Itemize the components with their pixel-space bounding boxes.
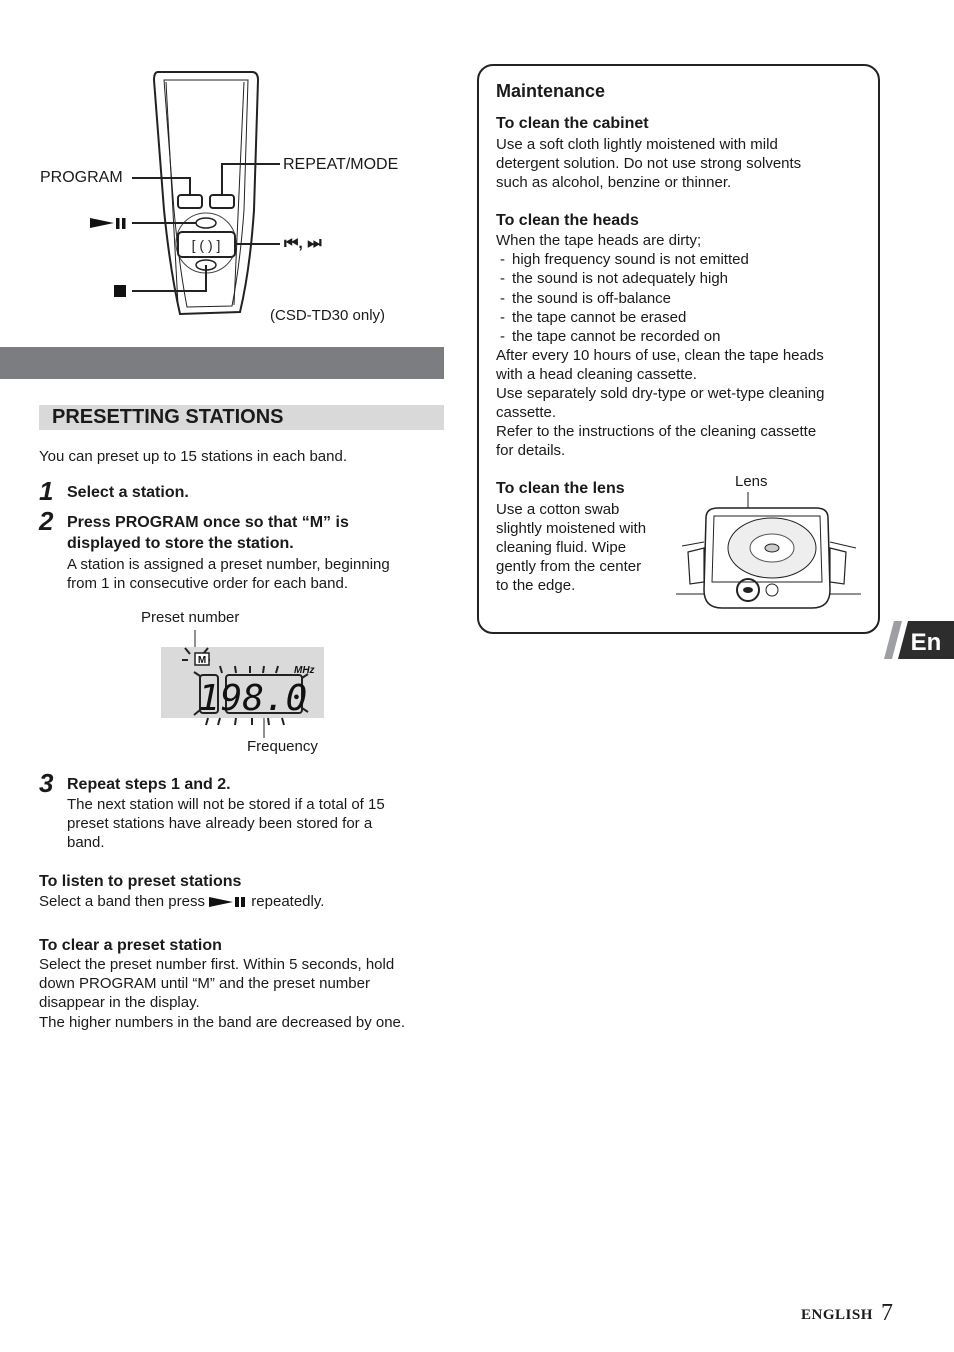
- frequency-value: 98.0: [220, 678, 308, 719]
- svg-text:[ ( ) ]: [ ( ) ]: [191, 237, 221, 253]
- mhz-unit: MHz: [294, 665, 315, 676]
- section-title: PRESETTING STATIONS: [52, 406, 284, 428]
- maintenance-title: Maintenance: [496, 81, 606, 101]
- listen-body: [39, 892, 324, 911]
- heads-line-1: After every 10 hours of use, clean the tape heads: [496, 347, 824, 364]
- heads-title: To clean the heads: [496, 212, 639, 229]
- heads-bullet-5: the tape cannot be recorded on: [512, 328, 721, 345]
- repeat-mode-label: REPEAT/MODE: [283, 156, 399, 173]
- section-divider-band: [0, 347, 444, 379]
- cabinet-line-1: Use a soft cloth lightly moistened with mild: [496, 136, 778, 153]
- step-2-title: Press PROGRAM once so that “M” is: [67, 514, 349, 531]
- m-indicator: M: [197, 655, 207, 666]
- step-1-title: Select a station.: [67, 484, 189, 501]
- heads-bullet-2: the sound is not adequately high: [512, 270, 728, 287]
- cabinet-line-2: detergent solution. Do not use strong solvents: [496, 155, 802, 172]
- step-3-body-line2: preset stations have already been stored for a: [67, 815, 373, 832]
- remote-control-illustration: [30, 60, 450, 330]
- cd-player-lens-illustration: [676, 490, 861, 615]
- step-3-number: 3: [39, 768, 54, 798]
- frequency-label: Frequency: [247, 738, 318, 755]
- clear-line-1: Select the preset number first. Within 5 seconds, hold: [39, 956, 395, 973]
- lens-line-1: Use a cotton swab: [496, 501, 620, 518]
- listen-body-post: repeatedly.: [251, 893, 325, 910]
- footer-language: ENGLISH: [801, 1307, 873, 1323]
- lens-line-3: cleaning fluid. Wipe: [496, 539, 627, 556]
- clear-title: To clear a preset station: [39, 937, 222, 954]
- clear-line-4: The higher numbers in the band are decreased by one.: [39, 1014, 406, 1031]
- stop-icon: [114, 285, 126, 297]
- heads-line-6: for details.: [496, 442, 566, 459]
- clear-line-3: disappear in the display.: [39, 994, 200, 1011]
- language-tab: [884, 621, 954, 659]
- listen-title: To listen to preset stations: [39, 873, 242, 890]
- cabinet-title: To clean the cabinet: [496, 115, 649, 132]
- heads-intro: When the tape heads are dirty;: [496, 232, 702, 249]
- heads-line-5: Refer to the instructions of the cleaning cassette: [496, 423, 817, 440]
- page-number: 7: [881, 1300, 893, 1326]
- preset-number-label: Preset number: [141, 609, 240, 626]
- step-3-body-line3: band.: [67, 834, 105, 851]
- skip-buttons-label: ⏮, ⏭: [284, 235, 322, 252]
- heads-bullet-3: the sound is off-balance: [512, 290, 672, 307]
- heads-line-4: cassette.: [496, 404, 557, 421]
- step-2-title-line2: displayed to store the station.: [67, 535, 294, 552]
- cabinet-line-3: such as alcohol, benzine or thinner.: [496, 174, 732, 191]
- step-2-body: A station is assigned a preset number, beginning: [67, 556, 390, 573]
- preset-number-value: 1: [198, 678, 220, 719]
- lens-line-5: to the edge.: [496, 577, 576, 594]
- lens-line-4: gently from the center: [496, 558, 642, 575]
- model-note: (CSD-TD30 only): [270, 307, 386, 324]
- heads-line-3: Use separately sold dry-type or wet-type cleaning: [496, 385, 825, 402]
- step-1-number: 1: [39, 476, 54, 506]
- lens-line-2: slightly moistened with: [496, 520, 647, 537]
- heads-line-2: with a head cleaning cassette.: [496, 366, 697, 383]
- listen-body-pre: Select a band then press: [39, 893, 205, 910]
- lens-label: Lens: [735, 473, 768, 490]
- intro-text: You can preset up to 15 stations in each band.: [39, 448, 348, 465]
- program-label: PROGRAM: [40, 169, 123, 186]
- section-heading: [39, 405, 444, 430]
- step-2-number: 2: [39, 506, 54, 536]
- clear-line-2: down PROGRAM until “M” and the preset number: [39, 975, 370, 992]
- heads-bullet-1: high frequency sound is not emitted: [512, 251, 749, 268]
- lcd-display-illustration: [160, 626, 330, 738]
- lens-title: To clean the lens: [496, 480, 625, 497]
- step-2-body-line2: from 1 in consecutive order for each band.: [67, 575, 348, 592]
- step-3-body: The next station will not be stored if a total of 15: [67, 796, 385, 813]
- step-3-title: Repeat steps 1 and 2.: [67, 776, 231, 793]
- play-pause-icon: [90, 218, 126, 229]
- play-pause-icon: [209, 896, 247, 908]
- language-tab-label: En: [910, 629, 942, 656]
- heads-bullet-4: the tape cannot be erased: [512, 309, 687, 326]
